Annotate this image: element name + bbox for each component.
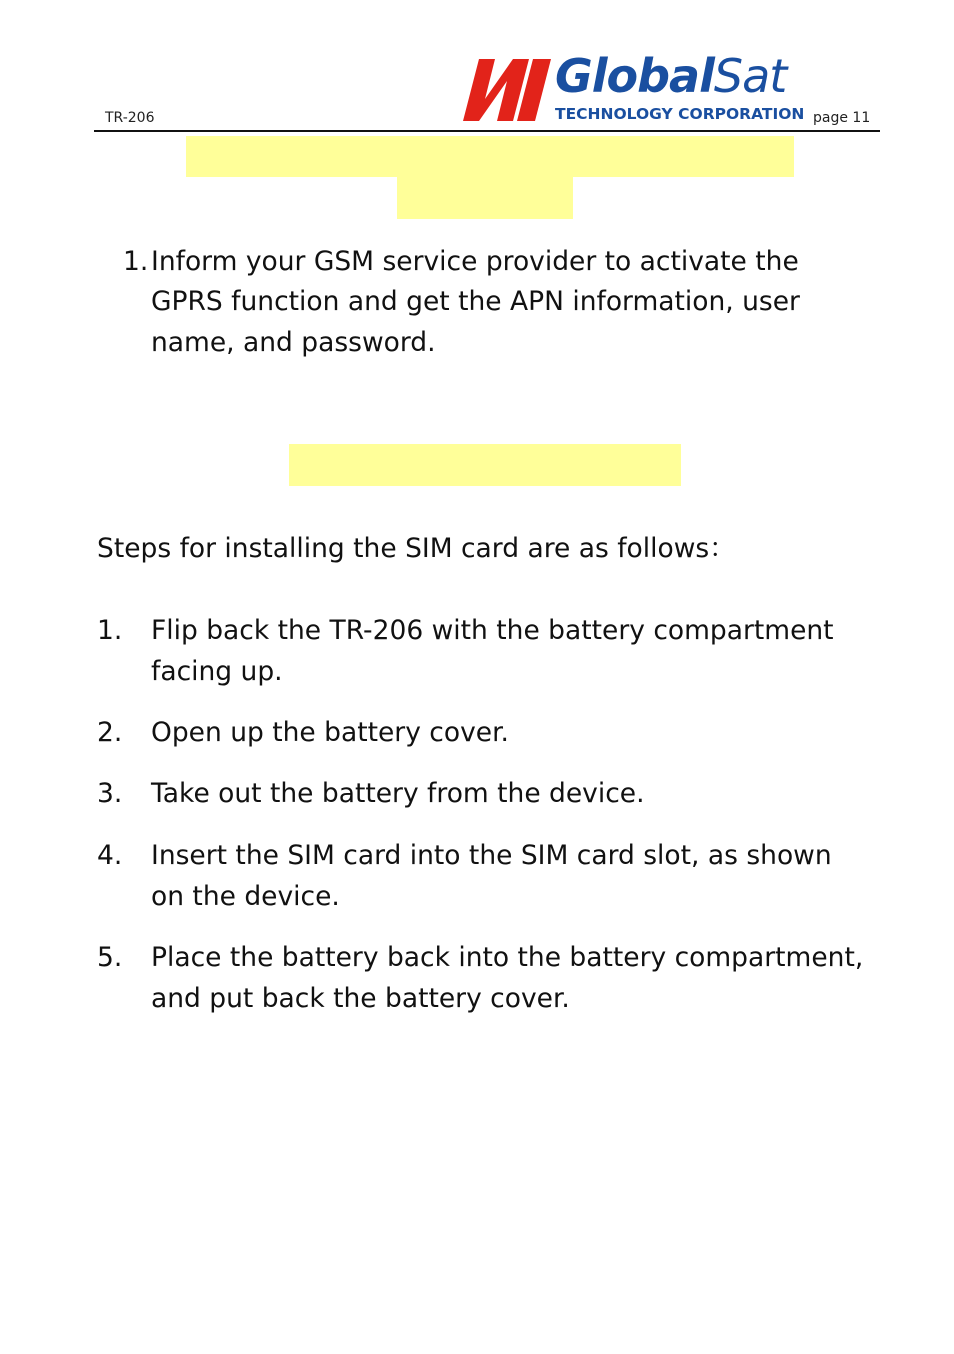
header-divider [94, 130, 880, 132]
gprs-item-number: 1. [123, 246, 149, 277]
globalsat-n-logo-icon [463, 55, 551, 123]
heading-highlight-1a [186, 136, 794, 177]
step-line: Flip back the TR-206 with the battery compartment [151, 615, 834, 646]
heading-highlight-1b [397, 177, 573, 219]
step-number: 1. [97, 615, 123, 646]
step-line: Place the battery back into the battery compartment, [151, 942, 864, 973]
logo-wordmark-sat: Sat [713, 49, 787, 103]
step-number: 3. [97, 778, 123, 809]
step-line: on the device. [151, 881, 340, 912]
sim-install-intro: Steps for installing the SIM card are as follows： [97, 533, 736, 564]
logo-wordmark-global: Global [555, 49, 714, 103]
logo-subtitle: TECHNOLOGY CORPORATION [555, 105, 805, 123]
step-line: and put back the battery cover. [151, 983, 570, 1014]
step-number: 2. [97, 717, 123, 748]
step-number: 5. [97, 942, 123, 973]
step-number: 4. [97, 840, 123, 871]
gprs-item-line-2: GPRS function and get the APN information, user [151, 286, 800, 317]
logo-wordmark [555, 49, 786, 103]
gprs-item-line-1: Inform your GSM service provider to activate the [151, 246, 799, 277]
step-line: Insert the SIM card into the SIM card slot, as shown [151, 840, 832, 871]
document-id: TR-206 [105, 110, 155, 126]
step-line: facing up. [151, 656, 283, 687]
gprs-item-line-3: name, and password. [151, 327, 436, 358]
globalsat-logo [463, 49, 813, 125]
step-line: Open up the battery cover. [151, 717, 509, 748]
step-line: Take out the battery from the device. [151, 778, 645, 809]
page-number: page 11 [813, 110, 871, 126]
heading-highlight-2 [289, 444, 681, 486]
